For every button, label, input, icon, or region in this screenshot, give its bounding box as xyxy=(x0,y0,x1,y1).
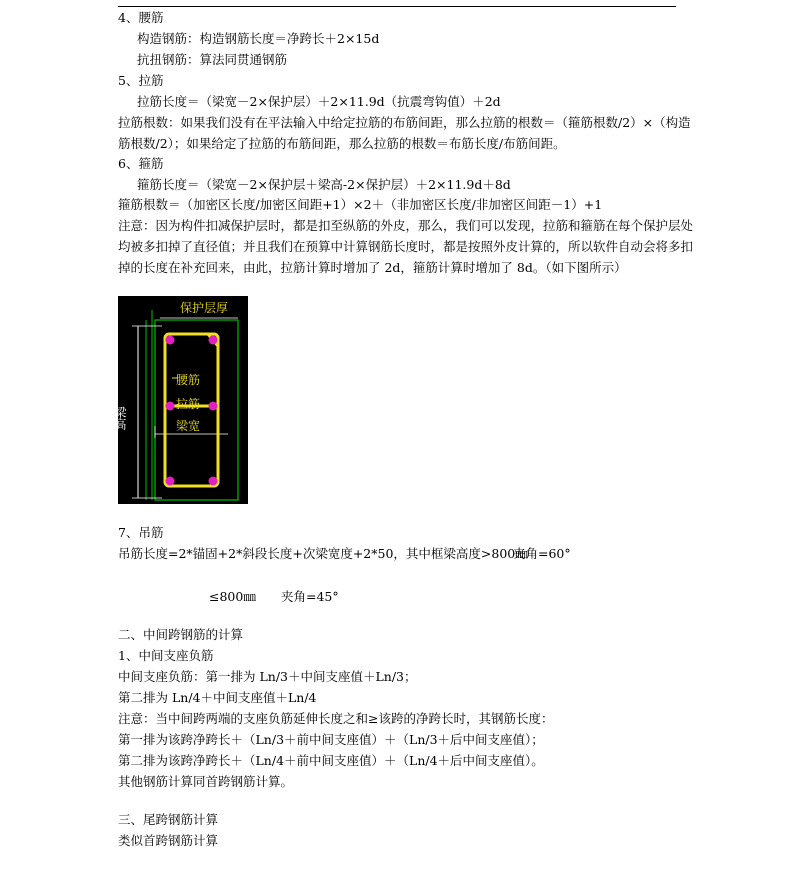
section-heading: 二、中间跨钢筋的计算 xyxy=(118,627,244,642)
label-waist-bar: 腰筋 xyxy=(176,373,201,387)
text-line: 箍筋长度＝（梁宽－2×保护层＋梁高-2×保护层）＋2×11.9d＋8d xyxy=(137,177,511,192)
label-cover: 保护层厚 xyxy=(180,301,229,315)
label-tie-bar: 拉筋 xyxy=(176,397,201,411)
text-line: 拉筋长度＝（梁宽－2×保护层）＋2×11.9d（抗震弯钩值）＋2d xyxy=(137,94,501,109)
header-rule xyxy=(118,6,676,7)
subheading: 1、中间支座负筋 xyxy=(118,648,214,663)
text-line: 注意：当中间跨两端的支座负筋延伸长度之和≥该跨的净跨长时，其钢筋长度： xyxy=(118,711,554,726)
text-line: 吊筋长度=2*锚固+2*斜段长度+次梁宽度+2*50，其中框梁高度>800㎜ xyxy=(118,546,528,561)
text-line: 注意：因为构件扣减保护层时，都是扣至纵筋的外皮，那么，我们可以发现，拉筋和箍筋在每个保护层处 xyxy=(118,218,694,233)
text-line: 其他钢筋计算同首跨钢筋计算。 xyxy=(118,774,294,789)
text-angle: 夹角=60° xyxy=(513,546,571,561)
text-line: 第二排为 Ln/4＋中间支座值＋Ln/4 xyxy=(118,690,317,705)
heading-waist-bar: 4、腰筋 xyxy=(118,10,164,25)
label-beam-width: 梁宽 xyxy=(176,419,201,433)
text-line: 筋根数/2）；如果给定了拉筋的布筋间距，那么拉筋的根数＝布筋长度/布筋间距。 xyxy=(118,136,566,151)
text-line: 均被多扣掉了直径值；并且我们在预算中计算钢筋长度时，都是按照外皮计算的，所以软件自动会将多扣 xyxy=(118,239,694,254)
text-line: 构造钢筋：构造钢筋长度＝净跨长＋2×15d xyxy=(137,31,380,46)
text-line: 拉筋根数：如果我们没有在平法输入中给定拉筋的布筋间距，那么拉筋的根数＝（箍筋根数/2）×（构造 xyxy=(118,115,691,130)
label-beam-height: 梁高 xyxy=(113,406,127,430)
text-line: 类似首跨钢筋计算 xyxy=(118,833,219,848)
text-line: ≤800㎜ xyxy=(209,589,256,604)
text-angle: 夹角=45° xyxy=(281,589,339,604)
heading-tie-bar: 5、拉筋 xyxy=(118,73,164,88)
beam-section-figure xyxy=(113,296,248,504)
text-line: 第二排为该跨净跨长＋（Ln/4＋前中间支座值）＋（Ln/4＋后中间支座值）。 xyxy=(118,753,544,768)
heading-stirrup: 6、箍筋 xyxy=(118,156,164,171)
text-line: 箍筋根数＝（加密区长度/加密区间距+1）×2＋（非加密区长度/非加密区间距－1）+1 xyxy=(118,197,603,212)
text-line: 第一排为该跨净跨长＋（Ln/3＋前中间支座值）＋（Ln/3＋后中间支座值）； xyxy=(118,732,544,747)
text-line: 中间支座负筋：第一排为 Ln/3＋中间支座值＋Ln/3； xyxy=(118,669,417,684)
heading-hanger-bar: 7、吊筋 xyxy=(118,525,164,540)
text-line: 抗扭钢筋：算法同贯通钢筋 xyxy=(137,52,288,67)
section-heading: 三、尾跨钢筋计算 xyxy=(118,812,219,827)
text-line: 掉的长度在补充回来，由此，拉筋计算时增加了 2d，箍筋计算时增加了 8d。（如下图所示） xyxy=(118,260,627,275)
